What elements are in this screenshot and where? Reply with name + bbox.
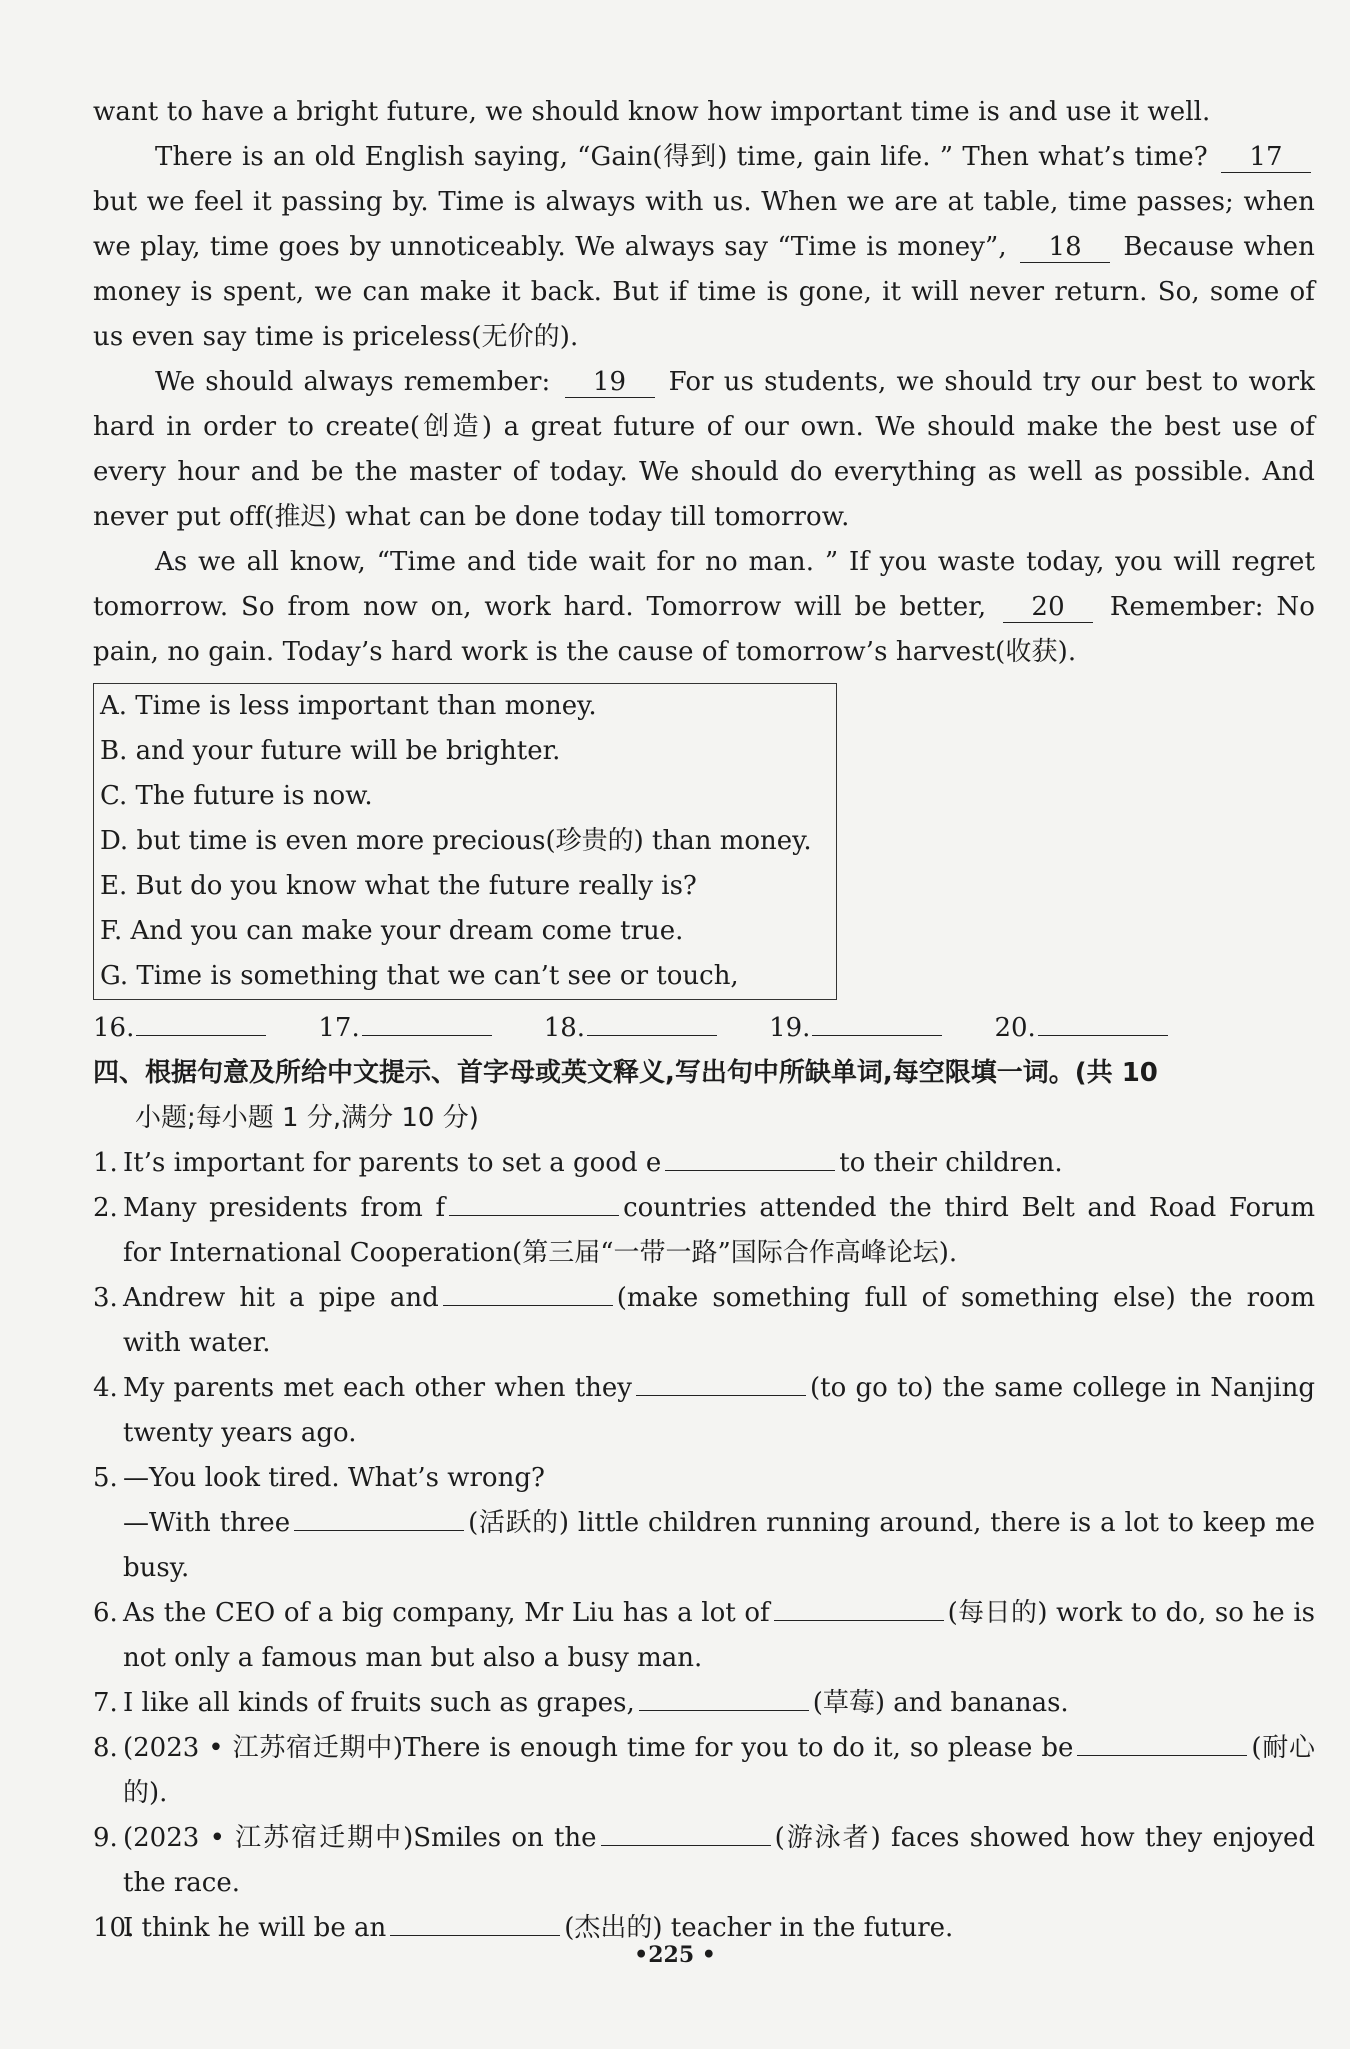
option-b: B. and your future will be brighter. [100,736,561,766]
question-4-blank[interactable] [636,1395,806,1396]
question-8: 8. (2023 • 江苏宿迁期中)There is enough time for you to do it, so please be (耐心的). [93,1733,1315,1808]
blank-18[interactable]: 18 [1020,232,1110,263]
option-c: C. The future is now. [100,781,373,811]
question-6: 6. As the CEO of a big company, Mr Liu has a lot of (每日的) work to do, so he is not only a famous man but also a busy man. [93,1598,1315,1673]
question-7: 7. I like all kinds of fruits such as grapes, (草莓) and bananas. [93,1688,1069,1718]
option-a: A. Time is less important than money. [100,691,597,721]
question-3-blank[interactable] [443,1305,613,1306]
question-8-blank[interactable] [1077,1755,1247,1756]
question-3: 3. Andrew hit a pipe and (make something full of something else) the room with water. [93,1283,1316,1358]
question-2-blank[interactable] [449,1215,619,1216]
answer-blank-19[interactable] [812,1035,942,1036]
reading-passage [93,90,1315,675]
blank-17[interactable]: 17 [1221,142,1311,173]
question-7-blank[interactable] [639,1710,809,1711]
answer-blank-18[interactable] [587,1035,717,1036]
option-f: F. And you can make your dream come true. [100,916,684,946]
answer-20: 20. [994,1006,1167,1051]
question-1: 1. It’s important for parents to set a good e to their children. [93,1148,1063,1178]
question-5-reply: —With three (活跃的) little children running around, there is a lot to keep me busy. [123,1508,1315,1583]
question-6-blank[interactable] [774,1620,944,1621]
passage-paragraph-2: We should always remember: 19 For us students, we should try our best to work hard in order to create(创造) a great future of our own. We should make the best use of every hour and be the master of today. We should do everything as well as possible. And never put off(推迟) what can be done today till tomorrow. [93,367,1315,532]
answer-blank-17[interactable] [362,1035,492,1036]
section-title: 四、根据句意及所给中文提示、首字母或英文释义,写出句中所缺单词,每空限填一词。(共 10 [93,1058,1158,1088]
answer-18: 18. [544,1006,717,1051]
question-list [93,1141,1315,1951]
option-e: E. But do you know what the future really is? [100,871,697,901]
answer-blank-16[interactable] [136,1035,266,1036]
answer-16: 16. [93,1006,266,1051]
answer-17: 17. [318,1006,491,1051]
section-heading [93,1051,1315,1141]
question-10-blank[interactable] [390,1935,560,1936]
passage-line: want to have a bright future, we should know how important time is and use it well. [93,97,1211,127]
passage-paragraph-3: As we all know, “Time and tide wait for no man. ” If you waste today, you will regret tomorrow. So from now on, work hard. Tomorrow will be better, 20 Remember: No pain, no gain. Today’s hard work is the cause of tomorrow’s harvest(收获). [93,547,1315,667]
option-d: D. but time is even more precious(珍贵的) than money. [100,826,812,856]
question-4: 4. My parents met each other when they (to go to) the same college in Nanjing twenty years ago. [93,1373,1315,1448]
question-9: 9. (2023 • 江苏宿迁期中)Smiles on the (游泳者) faces showed how they enjoyed the race. [93,1823,1316,1898]
section-subtitle: 小题;每小题 1 分,满分 10 分) [135,1103,479,1133]
option-g: G. Time is something that we can’t see or touch, [100,961,739,991]
options-box [93,683,837,1000]
answer-row [93,1006,1315,1051]
question-5-blank[interactable] [294,1530,464,1531]
answer-blank-20[interactable] [1038,1035,1168,1036]
question-1-blank[interactable] [665,1170,835,1171]
blank-20[interactable]: 20 [1003,592,1093,623]
question-2: 2. Many presidents from f countries attended the third Belt and Road Forum for International Cooperation(第三届“一带一路”国际合作高峰论坛). [93,1193,1315,1268]
page-number: •225 • [634,1942,716,1968]
answer-19: 19. [769,1006,942,1051]
question-5: 5. —You look tired. What’s wrong? [93,1463,545,1493]
passage-paragraph-1: There is an old English saying, “Gain(得到) time, gain life. ” Then what’s time? 17 but we feel it passing by. Time is always with us. When we are at table, time passes; when we play, time goes by unnoticeably. We always say “Time is money”, 18 Because when money is spent, we can make it back. But if time is gone, it will never return. So, some of us even say time is priceless(无价的). [93,142,1315,352]
blank-19[interactable]: 19 [565,367,655,398]
question-10: 10. I think he will be an (杰出的) teacher in the future. [93,1913,954,1943]
question-9-blank[interactable] [601,1845,771,1846]
